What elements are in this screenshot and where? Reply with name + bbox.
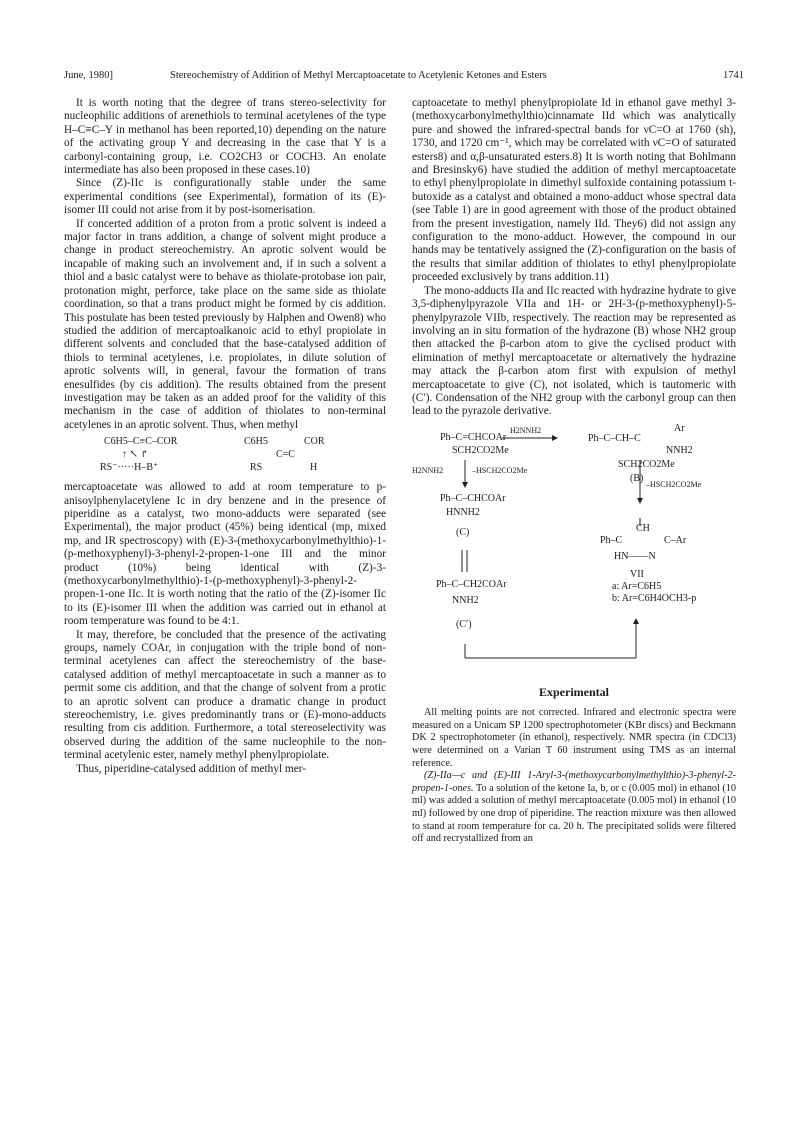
pyrazole-reaction-scheme [412, 422, 736, 672]
issue-date: June, 1980] [64, 70, 113, 81]
scheme-text: NNH2 [452, 594, 479, 606]
scheme-text: Ph–C–CHCOAr [440, 492, 506, 504]
scheme-text: SCH2CO2Me [452, 444, 509, 456]
page-number: 1741 [723, 70, 744, 81]
right-column [412, 97, 736, 846]
scheme-text: –HSCH2CO2Me [472, 465, 528, 475]
scheme-text: NNH2 [666, 444, 693, 456]
transition-state-scheme [64, 435, 386, 477]
scheme-arrows [412, 422, 736, 672]
scheme-text: –HSCH2CO2Me [646, 479, 702, 489]
paragraph: Thus, piperidine-catalysed addition of methyl mer- [76, 762, 307, 775]
scheme-text: C–Ar [664, 534, 687, 546]
scheme-text: RS⁻·····H–B⁺ [100, 462, 159, 474]
scheme-text: (C′) [456, 618, 472, 630]
scheme-text: H2NNH2 [510, 425, 542, 435]
page-header [64, 70, 744, 86]
scheme-text: Ph–C=CHCOAr [440, 431, 507, 443]
scheme-text: b: Ar=C6H4OCH3-p [612, 592, 697, 604]
scheme-text: Ph–C–CH2COAr [436, 578, 507, 590]
paragraph: The mono-adducts IIa and IIc reacted with hydrazine hydrate to give 3,5-diphenylpyrazole VIIa and 1H- or 2H-3-(p-methoxyphenyl)-5-phenylpyrazole VIIb, respectively. The reaction may be represented as involving an in situ formation of the hydrazone (B) whose NH2 group then attacked the β-carbon atom to give the cyclised product with elimination of methyl mercaptoacetate or alternatively the hydrazine may attack the β-carbon atom first with expulsion of methyl mercaptoacetate to give (C), not isolated, which is tautomeric with (C′). Condensation of the NH2 group with the carbonyl group can then lead to the pyrazole derivative. [412, 284, 736, 418]
scheme-text: C6H5–C≡C–COR [104, 436, 178, 448]
scheme-text: H [310, 462, 318, 474]
scheme-text: ↑ ↖ ↱ [122, 449, 149, 461]
scheme-text: Ph–C–CH–C [588, 432, 641, 444]
scheme-text: VII [630, 568, 644, 580]
scheme-text: SCH2CO2Me [618, 458, 675, 470]
paragraph: It is worth noting that the degree of trans stereo-selectivity for nucleophilic additions of arenethiols to terminal acetylenes of the type H–C≡C–Y in methanol has been reported,10) depending on the nature of the activating group Y and decreasing in the case that Y is a carbonyl-containing group, i.e. CO2CH3 or COCH3. An enolate intermediate has also been proposed in these cases.10) [64, 97, 386, 177]
scheme-text: RS [250, 462, 263, 474]
scheme-text: COR [304, 436, 325, 448]
scheme-text: a: Ar=C6H5 [612, 580, 662, 592]
scheme-text: CH [636, 522, 650, 534]
scheme-text: (B) [630, 472, 644, 484]
scheme-text: C=C [276, 449, 295, 461]
paragraph [412, 770, 736, 846]
running-title: Stereochemistry of Addition of Methyl Mercaptoacetate to Acetylenic Ketones and Esters [170, 70, 547, 81]
experimental-section [412, 707, 736, 846]
scheme-text: Ar [674, 422, 685, 434]
paragraph: Since (Z)-IIc is configurationally stable under the same experimental conditions (see Experimental), formation of its (E)-isomer III could not arise from it by post-isomerisation. [64, 177, 386, 217]
paragraph: It may, therefore, be concluded that the presence of the activating groups, namely COAr, in conjugation with the triple bond of non-terminal acetylenes can affect the stereochemistry of the base-catalysed addition of methyl mercaptoacetate in such a manner as to permit some cis addition, and that the change of solvent from a protic to an aprotic solvent can produce a dramatic change in product stereochemistry, i.e. gives predominantly trans or (E)-mono-adducts resulting from cis addition. Furthermore, a total stereoselectivity was observed during the addition of the same nucleophile to the non-terminal acetylenic ester, namely methyl phenylpropiolate. [64, 628, 386, 762]
paragraph: mercaptoacetate was allowed to add at room temperature to p-anisoylphenylacetylene Ic in dry benzene and in the presence of piperidine as a catalyst, two mono-adducts were separated (see Experimental), the major product (45%) being identical (mp, mixed mp, and IR spectroscopy) with (E)-3-(methoxycarbonylmethylthio)-1-(p-methoxyphenyl)-3-phenyl-2-propen-1-one III and the minor product (10%) being identical with (Z)-3-(methoxycarbonylmethylthio)-1-(p-methoxyphenyl)-3-phenyl-2-propen-1-one IIc. It is worth noting that the ratio of the (Z)-isomer IIc to its (E)-isomer III when the addition was carried out in ethanol at room temperature was found to be 4:1. [64, 481, 386, 628]
scheme-text: H2NNH2 [412, 465, 444, 475]
paragraph: If concerted addition of a proton from a protic solvent is indeed a major factor in trans addition, a change of solvent might produce a change in product stereochemistry. An aprotic solvent would be incapable of making such an involvement and, if in such a solvent a thiol and a basic catalyst were to behave as thiolate-protobase ion pair, protonation might, perforce, take place on the same side as thiolate coordination, so that a trans product might be formed by cis addition. This postulate has been tested previously by Halphen and Owen8) who studied the addition of mercaptoalkanoic acid to ethyl propiolate in different solvents and concluded that the base-catalysed addition of thiols to terminal acetylenes, i.e. propiolates, in dilute solution of aprotic solvents will, in general, favour the formation of trans enesulfides (by cis addition). The results obtained from the present investigation may be taken as an added proof for the validity of this mechanism in the case of addition of thiolates to non-terminal acetylenes in an aprotic solvent. Thus, when methyl [64, 217, 386, 431]
section-heading-experimental: Experimental [539, 684, 609, 699]
scheme-text: C6H5 [244, 436, 268, 448]
paragraph: All melting points are not corrected. Infrared and electronic spectra were measured on a Unicam SP 1200 spectrophotometer (KBr discs) and Beckmann DK 2 spectrophotometer (in ethanol), respectively. NMR spectra (in CDCl3) were determined on a Varian T 60 instrument using TMS as an internal reference. [412, 707, 736, 769]
paragraph: captoacetate to methyl phenylpropiolate Id in ethanol gave methyl 3-(methoxycarbonylmethylthio)cinnamate IId which was analytically pure and showed the infrared-spectral bands for νC=O at 1760 (sh), 1730, and 1720 cm⁻¹, which may be correlated with νC=O of saturated esters8) and α,β-unsaturated esters.8) It is worth noting that Bohlmann and Bresinsky6) have studied the addition of methyl mercaptoacetate to ethyl phenylpropiolate in dimethyl sulfoxide containing potassium t-butoxide as a catalyst and obtained a mono-adduct whose spectral data (see Table 1) are in good agreement with those of the product obtained from the present investigation, namely IId. They6) did not assign any configuration to the mono-adduct. However, the compound in our hands may be tentatively assigned the (Z)-configuration on the basis of the results that similar addition of thiolates to ethyl phenylpropiolate proceeded exclusively by trans addition.11) [412, 97, 736, 284]
scheme-text: HNNH2 [446, 506, 480, 518]
left-column [64, 97, 386, 776]
scheme-text: (C) [456, 526, 470, 538]
procedure-text: To a solution of the ketone Ia, b, or c (0.005 mol) in ethanol (10 ml) was added a solution of methyl mercaptoacetate (0.005 mol) in ethanol (10 ml) followed by one drop of piperidine. The reaction mixture was then allowed to stand at room temperature for ca. 20 h. The precipitated solids were filtered off and recrystallized from an [412, 782, 736, 845]
scheme-text: HN——N [614, 550, 656, 562]
procedure-title: (Z)-IIa—c and (E)-III 1-Aryl-3-(methoxycarbonylmethylthio)-3-phenyl-2-propen-1-ones. [412, 770, 736, 794]
scheme-text: Ph–C [600, 534, 623, 546]
